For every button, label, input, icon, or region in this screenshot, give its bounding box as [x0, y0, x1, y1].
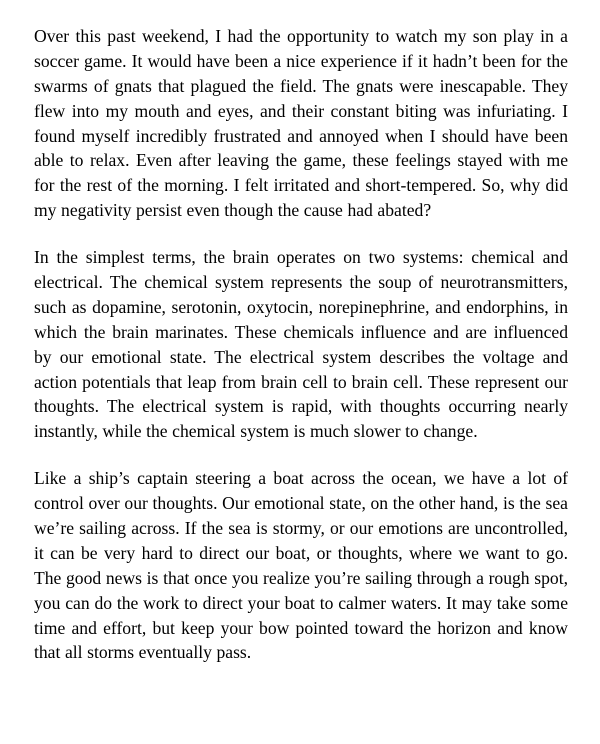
- paragraph-3: Like a ship’s captain steering a boat across the ocean, we have a lot of control over our thoughts. Our emotional state, on the other hand, is the sea we’re sailing across. If the sea is stormy, or our emotions are uncontrolled, it can be very hard to direct our boat, or thoughts, where we want to go. The good news is that once you realize you’re sailing through a rough spot, you can do the work to direct your boat to calmer waters. It may take some time and effort, but keep your bow pointed toward the horizon and know that all storms eventually pass.: [34, 468, 568, 663]
- paragraph-2: In the simplest terms, the brain operates on two systems: chemical and electrical. The chemical system represents the soup of neurotransmitters, such as dopamine, serotonin, oxytocin, norepinephrine, and endorphins, in which the brain marinates. These chemicals influence and are influenced by our emotional state. The electrical system describes the voltage and action potentials that leap from brain cell to brain cell. These represent our thoughts. The electrical system is rapid, with thoughts occurring nearly instantly, while the chemical system is much slower to change.: [34, 247, 568, 442]
- paragraph-1: Over this past weekend, I had the opportunity to watch my son play in a soccer game. It would have been a nice experience if it hadn’t been for the swarms of gnats that plagued the field. The gnats were inescapable. They flew into my mouth and eyes, and their constant biting was infuriating. I found myself incredibly frustrated and annoyed when I should have been able to relax. Even after leaving the game, these feelings stayed with me for the rest of the morning. I felt irritated and short-tempered. So, why did my negativity persist even though the cause had abated?: [34, 26, 568, 221]
- document-body: [34, 24, 568, 665]
